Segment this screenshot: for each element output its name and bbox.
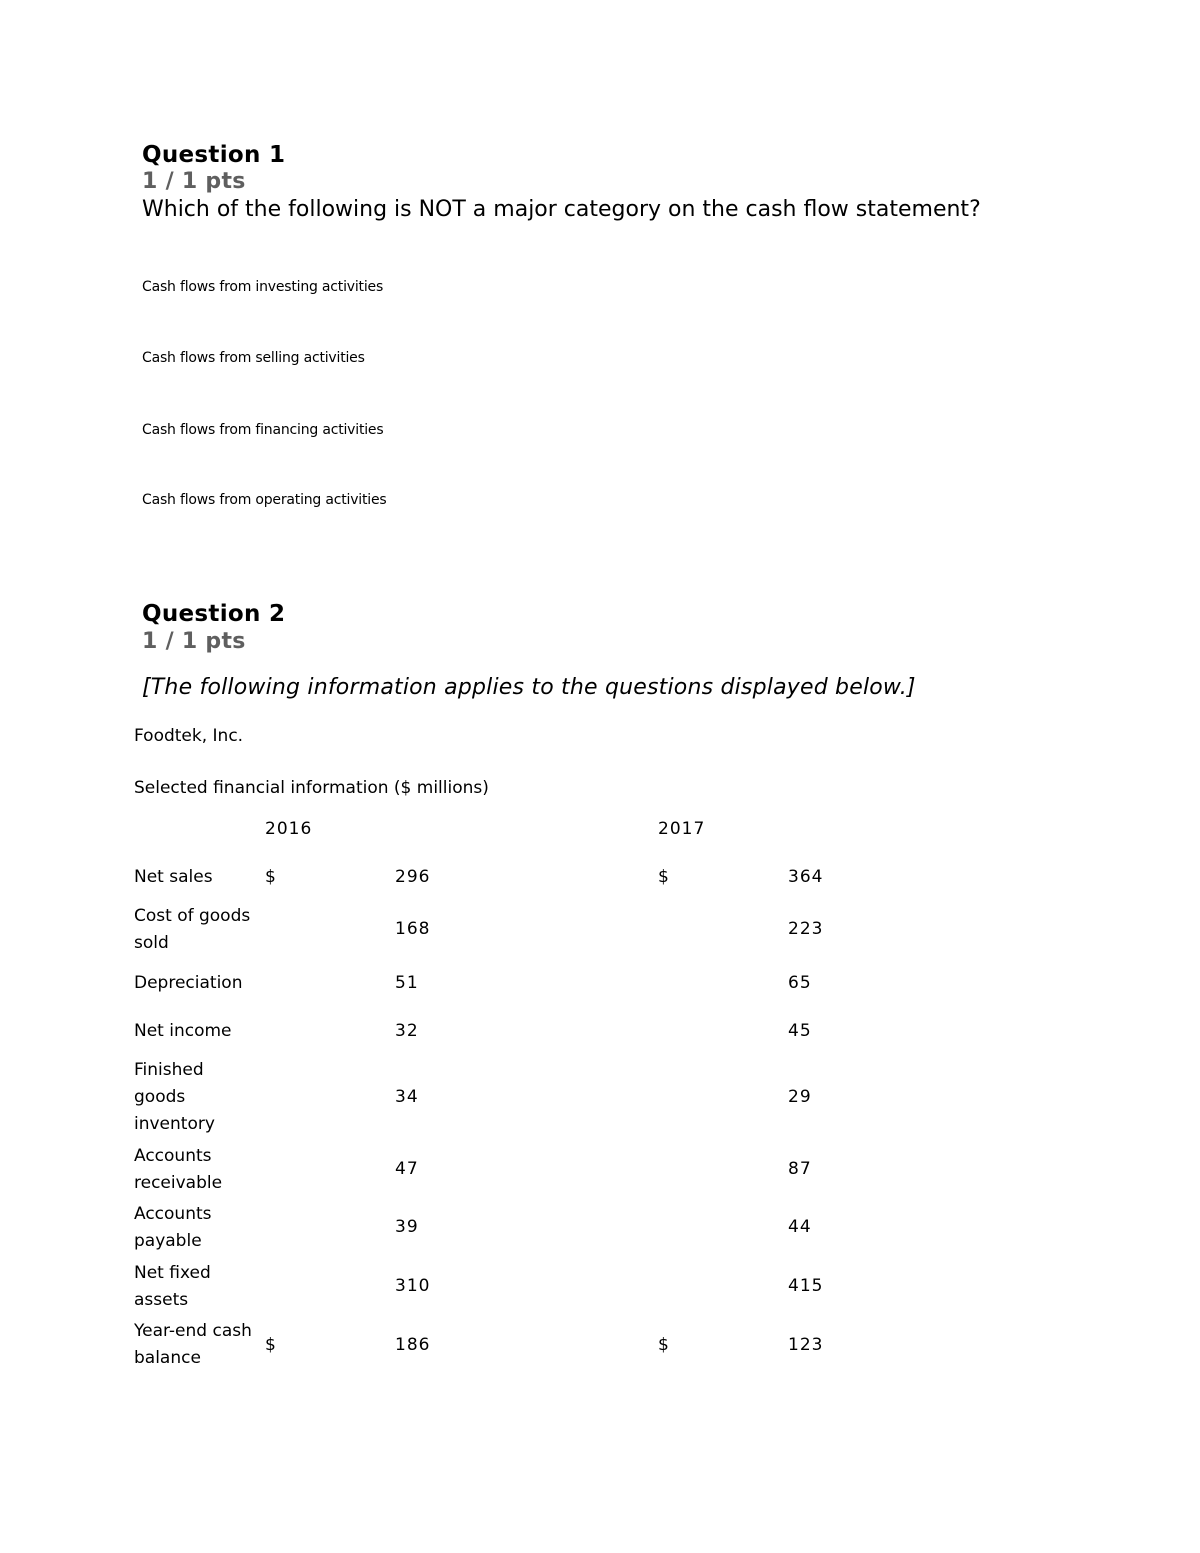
- value-2016: 186: [395, 1335, 431, 1355]
- year-header-2016: 2016: [265, 819, 313, 839]
- row-label: Cost of goods sold: [134, 906, 251, 953]
- value-2017: 65: [788, 973, 812, 993]
- row-label: Accounts payable: [134, 1204, 212, 1251]
- row-label: Accounts receivable: [134, 1146, 223, 1193]
- value-2017: 223: [788, 919, 824, 939]
- row-label: Finished goods inventory: [134, 1060, 215, 1134]
- question-1-points: 1 / 1 pts: [142, 169, 246, 194]
- value-2017: 415: [788, 1276, 824, 1296]
- value-2017: 45: [788, 1021, 812, 1041]
- row-label: Net fixed assets: [134, 1263, 211, 1310]
- value-2016: 296: [395, 867, 431, 887]
- value-2017: 29: [788, 1087, 812, 1107]
- answer-option[interactable]: Cash flows from operating activities: [142, 492, 387, 508]
- value-2017: 123: [788, 1335, 824, 1355]
- currency-symbol: $: [658, 867, 670, 887]
- table-caption: Selected financial information ($ millions): [134, 778, 489, 798]
- value-2016: 310: [395, 1276, 431, 1296]
- question-1-title: Question 1: [142, 142, 286, 168]
- value-2016: 51: [395, 973, 419, 993]
- row-label: Depreciation: [134, 973, 243, 993]
- question-2-intro: [The following information applies to the questions displayed below.]: [142, 675, 916, 700]
- row-label: Year-end cash balance: [134, 1321, 252, 1368]
- row-label: Net income: [134, 1021, 232, 1041]
- value-2016: 34: [395, 1087, 419, 1107]
- value-2017: 364: [788, 867, 824, 887]
- currency-symbol: $: [658, 1335, 670, 1355]
- currency-symbol: $: [265, 867, 277, 887]
- value-2016: 39: [395, 1217, 419, 1237]
- value-2016: 32: [395, 1021, 419, 1041]
- currency-symbol: $: [265, 1335, 277, 1355]
- question-2-points: 1 / 1 pts: [142, 629, 246, 654]
- question-1-prompt: Which of the following is NOT a major category on the cash flow statement?: [142, 197, 981, 222]
- answer-option[interactable]: Cash flows from selling activities: [142, 350, 365, 366]
- value-2017: 87: [788, 1159, 812, 1179]
- value-2016: 47: [395, 1159, 419, 1179]
- question-2-title: Question 2: [142, 601, 286, 627]
- company-name: Foodtek, Inc.: [134, 726, 244, 746]
- answer-option[interactable]: Cash flows from investing activities: [142, 279, 384, 295]
- value-2017: 44: [788, 1217, 812, 1237]
- year-header-2017: 2017: [658, 819, 706, 839]
- value-2016: 168: [395, 919, 431, 939]
- answer-option[interactable]: Cash flows from financing activities: [142, 422, 384, 438]
- row-label: Net sales: [134, 867, 213, 887]
